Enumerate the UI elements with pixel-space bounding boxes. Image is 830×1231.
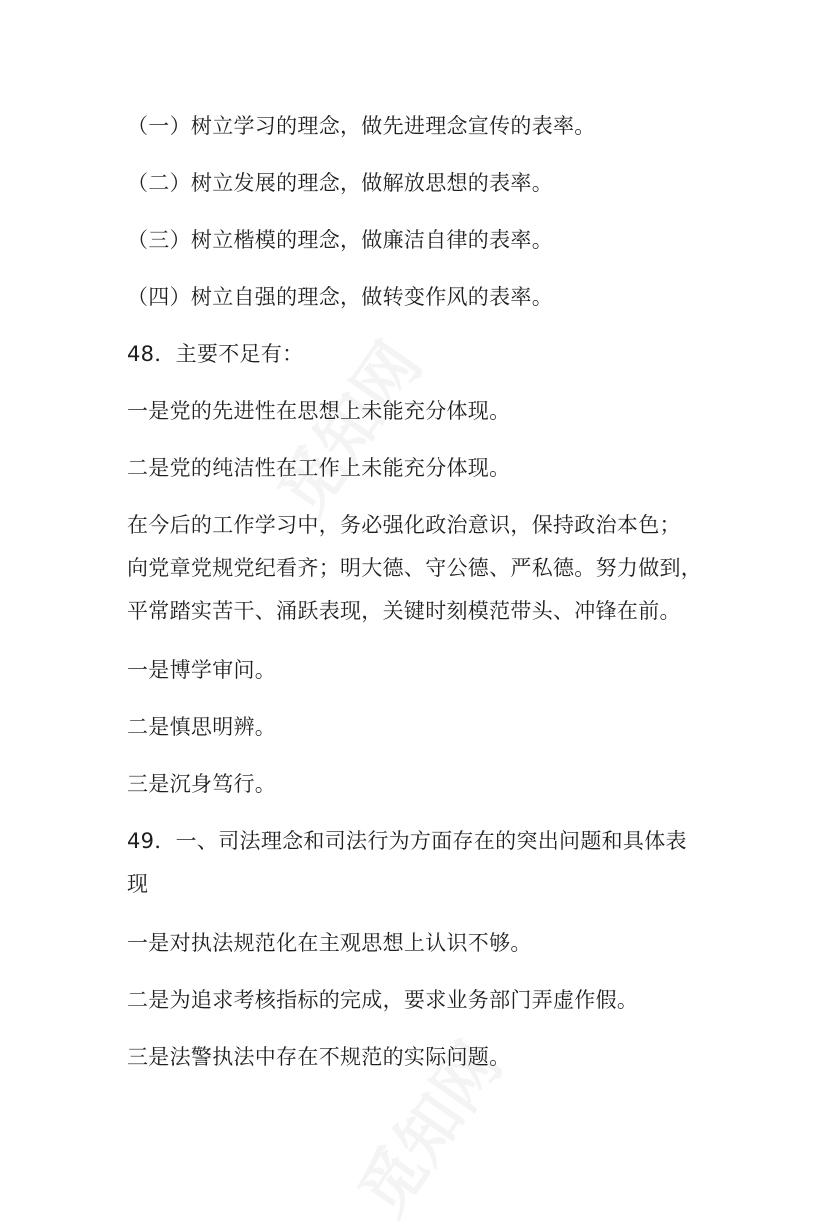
paragraph-line: 一是对执法规范化在主观思想上认识不够。 bbox=[127, 931, 532, 955]
paragraph-line: （三）树立楷模的理念，做廉洁自律的表率。 bbox=[127, 228, 553, 252]
section-heading-49: 49．一、司法理念和司法行为方面存在的突出问题和具体表 bbox=[127, 829, 687, 853]
paragraph-line: 一是党的先进性在思想上未能充分体现。 bbox=[127, 399, 511, 423]
paragraph-line: （二）树立发展的理念，做解放思想的表率。 bbox=[127, 171, 553, 195]
paragraph-line: 平常踏实苦干、涌跃表现，关键时刻模范带头、冲锋在前。 bbox=[127, 599, 681, 623]
paragraph-line: 三是法警执法中存在不规范的实际问题。 bbox=[127, 1045, 511, 1069]
paragraph-line: （一）树立学习的理念，做先进理念宣传的表率。 bbox=[127, 114, 596, 138]
paragraph-line: 二是慎思明辨。 bbox=[127, 715, 277, 739]
paragraph-line: 在今后的工作学习中，务必强化政治意识，保持政治本色； bbox=[127, 513, 681, 537]
paragraph-line: 一是博学审问。 bbox=[127, 658, 277, 682]
section-heading-49-cont: 现 bbox=[127, 872, 149, 896]
paragraph-line: 向党章党规党纪看齐；明大德、守公德、严私德。努力做到， bbox=[127, 556, 703, 580]
paragraph-line: （四）树立自强的理念，做转变作风的表率。 bbox=[127, 285, 553, 309]
paragraph-line: 二是为追求考核指标的完成，要求业务部门弄虚作假。 bbox=[127, 988, 639, 1012]
paragraph-line: 二是党的纯洁性在工作上未能充分体现。 bbox=[127, 456, 511, 480]
paragraph-line: 三是沉身笃行。 bbox=[127, 772, 277, 796]
section-heading-48: 48．主要不足有： bbox=[127, 342, 304, 366]
